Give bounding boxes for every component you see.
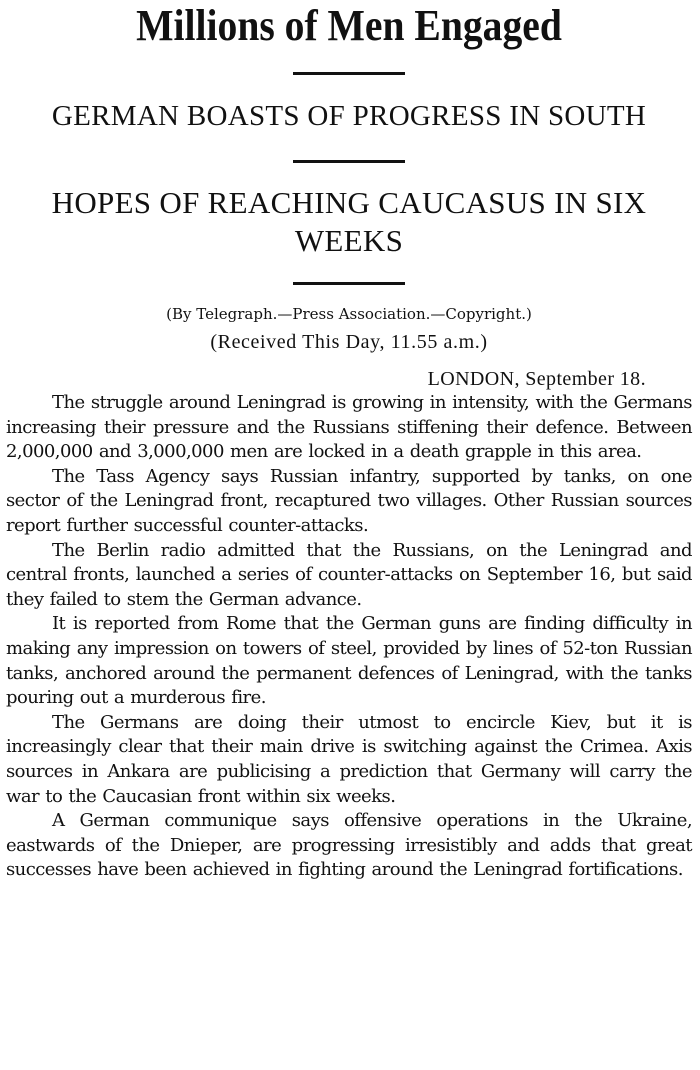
article-paragraph: The Tass Agency says Russian infantry, supported by tanks, on one sector of the Leningrad front, recaptured two villages. Other Russian sources report further successful counter-attacks.	[6, 465, 692, 536]
article-paragraph: A German communique says offensive operations in the Ukraine, eastwards of the Dnieper, are progressing irresistibly and adds that great successes have been achieved in fighting around the Leningrad fortifications.	[6, 810, 692, 881]
subheadline-caucasus: HOPES OF REACHING CAUCASUS IN SIX WEEKS	[51, 185, 647, 258]
divider-rule	[293, 282, 405, 285]
article-paragraph: It is reported from Rome that the German guns are finding difficulty in making any impression on towers of steel, provided by lines of 52-ton Russian tanks, anchored around the permanent defences of Leningrad, with the tanks pouring out a murderous fire.	[6, 613, 692, 709]
received-time: (Received This Day, 11.55 a.m.)	[210, 331, 488, 353]
dateline: LONDON, September 18.	[427, 368, 646, 390]
article-paragraph: The struggle around Leningrad is growing in intensity, with the Germans increasing their pressure and the Russians stiffening their defence. Between 2,000,000 and 3,000,000 men are locked in a death grapple in this area.	[6, 392, 692, 463]
article-body	[6, 391, 692, 883]
article-paragraph: The Berlin radio admitted that the Russians, on the Leningrad and central fronts, launched a series of counter-attacks on September 16, but said they failed to stem the German advance.	[6, 539, 692, 610]
divider-rule	[293, 160, 405, 163]
subheadline-progress-south: GERMAN BOASTS OF PROGRESS IN SOUTH	[51, 100, 647, 132]
wire-credit: (By Telegraph.—Press Association.—Copyright.)	[166, 305, 532, 323]
divider-rule	[293, 72, 405, 75]
article-paragraph: The Germans are doing their utmost to encircle Kiev, but it is increasingly clear that their main drive is switching against the Crimea. Axis sources in Ankara are publicising a prediction that Germany will carry the war to the Caucasian front within six weeks.	[6, 711, 692, 807]
headline: Millions of Men Engaged	[136, 1, 562, 50]
